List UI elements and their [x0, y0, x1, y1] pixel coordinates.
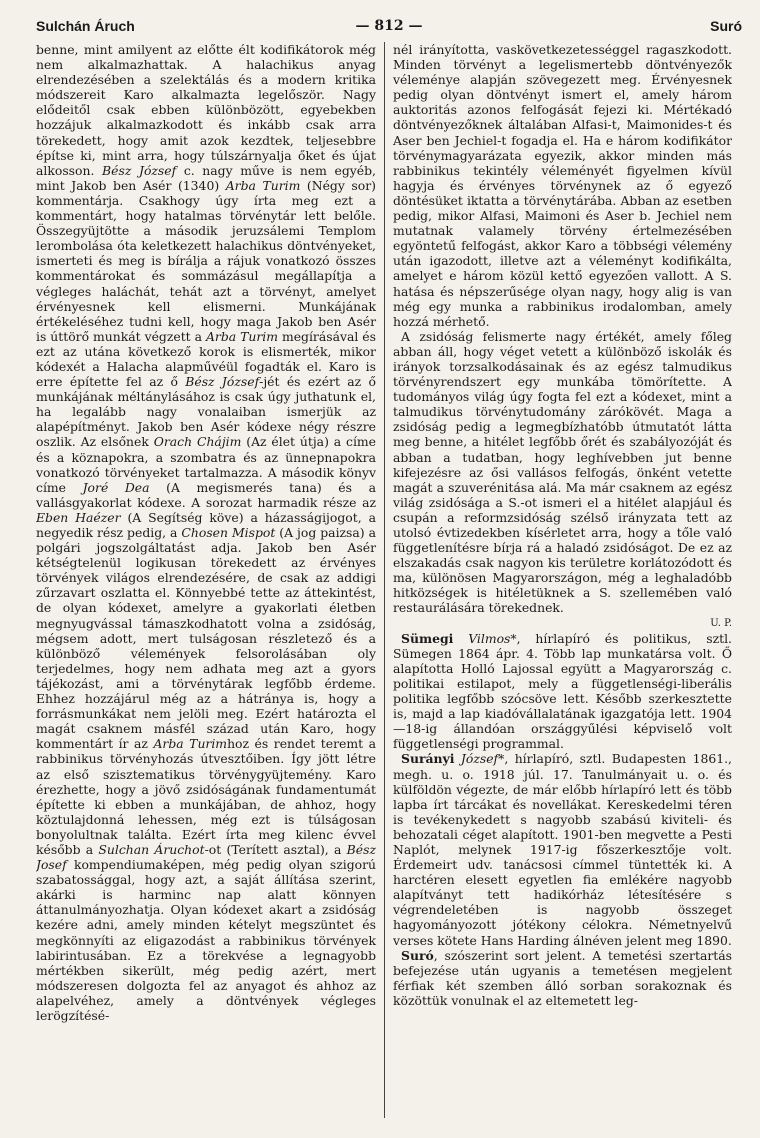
running-head	[36, 18, 742, 36]
entry-headword: Sümegi	[401, 630, 454, 646]
entry-headword: Suró	[401, 947, 434, 963]
author-signature: U. P.	[710, 617, 732, 629]
paragraph	[36, 42, 376, 1023]
paragraph	[393, 631, 732, 752]
running-head-right: Suró	[710, 18, 742, 34]
text-run: A zsidóság felismerte nagy értékét, amely főleg abban áll, hogy véget vetett a különböző iskolák és irányok torzsalkodásainak és az egész talmudikus törvényrendszert egy munkába tömörítette. A tudományos világ úgy fogta fel ezt a kódexet, mint a talmudikus törvénytudomány zárókövét. Maga a zsidóság pedig a legmegbízhatóbb útmutatót látta meg benne, a hitélet legfőbb őrét és szabályozóját és abban a tudatban, hogy leghívebben jut benne kifejezésre az ősi vallásos felfogás, önként vetette magát a szuverénitása alá. Ma már csaknem az egész világ zsidósága a S.-ot ismeri el a hitélet alapjául és csupán a reformzsidóság szélső irányzata tett az utolsó évtizedekben kísérletet arra, hogy a tőle való függetlenítésre bírja rá a haladó zsidóságot. De ez az elszakadás csak nagyon kis területre korlátozódott és ma, különösen Magyarországon, még a leghaladóbb hitközségek is hitéletüknek a S. szellemében való restaurálására törekednek.	[393, 328, 732, 616]
text-run: (A Segítség köve) a házasságijogot, a negyedik rész pedig, a	[36, 509, 376, 540]
italic-term: Arba Turim	[153, 736, 228, 752]
text-run: (A jog paizsa) a polgári jogszolgáltatást adja. Jakob ben Asér kétségtelenül logikusan törekedett az érvényes törvények világos elrendezésére, de csak az addigi zűrzavart oszlatta el. Könnyebbé tette az áttekintést, de olyan kódexet, amelyre a gyakorlati életben megnyugvással támaszkodhatott volna a zsidóság, mégsem adott, mert tulságosan részletező és a különböző vélemények felsorolásában oly terjedelmes, hogy nem adhata meg azt a gyors tájékozást, ami a törvénytárak legfőbb érdeme. Ehhez hozzájárul még az a hátránya is, hogy a forrásmunkákat nem jelöli meg. Ezért határozta el magát csaknem másfél század után Karo, hogy kommentárt ír az	[36, 525, 376, 752]
paragraph	[393, 329, 732, 616]
italic-term: Sulchan Áruchot	[98, 841, 205, 857]
italic-term: Arba Turim	[205, 328, 278, 344]
text-run: benne, mint amilyent az előtte élt kodifikátorok még nem alkalmazhattak. A halachikus anyag elrendezésében a szelektálás és a modern kritika módszereit Karo alkalmazta legelőször. Nagy elődeitől csak ebben különbözött, egyebekben hozzájuk alkalmazkodott és inkább csak arra törekedett, hogy amit azok kezdtek, teljesebbre építse ki, mint arra, hogy túlszárnyalja őket és újat alkosson.	[36, 42, 376, 178]
text-run: c. nagy műve is nem egyéb, mint Jakob ben Asér (1340)	[36, 162, 376, 193]
right-column	[384, 42, 732, 1118]
italic-term: Bész Josef	[36, 841, 376, 873]
paragraph	[393, 616, 732, 631]
text-run: *, hírlapíró, sztl. Budapesten 1861., megh. u. o. 1918 júl. 17. Tanulmányait u. o. és külföldön végezte, de már előbb hírlapíró lett és több lapba írt tárcákat és novellákat. Kereskedelmi téren is tevékenykedett s nagyobb szabású kiviteli- és behozatali céget alapított. 1901-ben megvette a Pesti Naplót, melynek 1917-ig főszerkesztője volt. Érdemeirt udv. tanácsosi címmel tüntették ki. A harctéren elesett egyetlen fia emlékére nagyobb alapítványt tett hadikórház létesítésére s végrendeletében is nagyobb összeget hagyományozott jótékony célokra. Németnyelvű verses kötete Hans Harding álnéven jelent meg 1890.	[393, 751, 732, 948]
page-number: — 812 —	[355, 18, 423, 34]
text-run	[453, 631, 468, 646]
italic-term: Chosen Mispot	[181, 525, 276, 540]
italic-term: József	[460, 751, 499, 767]
text-run: kompendiumaképen, még pedig olyan szigorú szabatossággal, hogy azt, a saját állítása szerint, akárki is harminc nap alatt könnyen áttanulmányozhatja. Olyan kódexet akart a zsidóság kezére adni, amely minden kételyt megszüntet és megkönnyíti az eligazodást a rabbinikus törvények labirintusában. Ez a törekvése a legnagyobb mértékben sikerült, még pedig azért, mert módszeresen dolgozta fel az anyagot és ahhoz az alapelvéhez, amely a döntvények végleges lerögzítésé-	[36, 857, 376, 1023]
italic-term: Bész József	[185, 374, 260, 390]
italic-term: Orach Chájim	[153, 434, 242, 450]
left-column	[36, 42, 384, 1118]
text-run: (A megismerés tana) és a vallásgyakorlat kódexe. A sorozat harmadik része az	[36, 479, 376, 510]
paragraph	[393, 948, 732, 1008]
italic-term: Joré Dea	[82, 479, 150, 495]
italic-term: Bész József	[102, 162, 177, 178]
text-run: -ot (Terített asztal), a	[204, 841, 347, 857]
text-run: hoz és rendet teremt a rabbinikus törvényhozás útvesztőiben. Így jött létre az első szisztematikus törvénygyüjtemény. Karo érezhette, hogy a jövő zsidóságának fundamentumát építette ki ebben a munkájában, de ahhoz, hogy köztulajdonná lehessen, még ezt is túlságosan bonyolultnak találta. Ezért írta meg kilenc évvel később a	[36, 736, 377, 857]
italic-term: Eben Haézer	[36, 509, 121, 525]
italic-term: Vilmos	[468, 630, 511, 646]
text-run: nél irányította, vaskövetkezetességgel ragaszkodott. Minden törvényt a legelismertebb döntvényezők véleménye alapján szövegezett meg. Érvényesnek pedig olyan döntvényt ismert el, amely három auktoritás azonos felfogását fejezi ki. Mértékadó döntvényezőknek általában Alfasi-t, Maimonides-t és Aser ben Jechiel-t fogadja el. Ha e három kodifikátor törvénymagyarázata egyezik, akkor minden más rabbinikus tekintély véleményét figyelmen kívül hagyja és érvényes törvénynek az ő egyező döntésüket iktatta a törvénytárába. Abban az esetben pedig, mikor Alfasi, Maimoni és Aser b. Jechiel nem mutatnak valamely törvény értelmezésében egyöntetű felfogást, akkor Karo a többségi vélemény után igazodott, illetve azt a véleményt kodifikálta, amelyet e három közül kettő egyezően vallott. A S. hatása és népszerűsége olyan nagy, hogy alig is van még egy munka a rabbinikus irodalomban, amely hozzá mérhető.	[393, 42, 732, 329]
paragraph	[393, 751, 732, 947]
entry-headword: Surányi	[401, 751, 455, 767]
paragraph	[393, 42, 732, 329]
text-run: -jét és ezért az ő munkájának méltánylásához is csak úgy juthatunk el, ha legalább nagy vonalaiban ismerjük az alapépítményt. Jakob ben Asér kódexe négy részre oszlik. Az elsőnek	[36, 374, 376, 450]
text-run: megírásával és ezt az utána következő korok is elismerték, mikor kódexét a Halacha alapművéül fogadták el. Karo is erre építette fel az ő	[36, 328, 376, 390]
text-run: (Az élet útja) a címe és a köznapokra, a szombatra és az ünnepnapokra vonatkozó törvényeket tartalmazza. A második könyv címe	[36, 434, 376, 495]
italic-term: Arba Turim	[225, 177, 301, 193]
text-run: (Négy sor) kommentárja. Csakhogy úgy írta meg ezt a kommentárt, hogy hatalmas törvénytár lett belőle. Összegyüjtötte a második jeruzsálemi Templom lerombolása óta keletkezett halachikus döntvényeket, ismerteti és meg is bírálja a rájuk vonatkozó összes kommentárokat és sommázásul megállapítja a végleges haláchát, tehát azt a törvényt, amelyet érvényesnek kell elismerni. Munkájának értékeléséhez tudni kell, hogy maga Jakob ben Asér is úttörő munkát végzett a	[36, 177, 376, 344]
text-run: *, hírlapíró és politikus, sztl. Sümegen 1864 ápr. 4. Több lap munkatársa volt. Ő alapította Holló Lajossal együtt a Magyarország c. politikai estilapot, mely a függetlenségi-liberális politika legfőbb szócsöve lett. Később szerkesztette is, majd a lap kiadóvállalatának igazgatója lett. 1904—18-ig állandóan országgyűlési képviselő volt függetlenségi programmal.	[393, 630, 732, 752]
text-columns	[36, 42, 742, 1118]
text-run: , szószerint sort jelent. A temetési szertartás befejezése után ugyanis a temetésen megjelent férfiak két szemben álló sorban sorakoznak és közöttük vonulnak el az eltemetett leg-	[393, 947, 732, 1008]
running-head-left: Sulchán Áruch	[36, 18, 135, 34]
